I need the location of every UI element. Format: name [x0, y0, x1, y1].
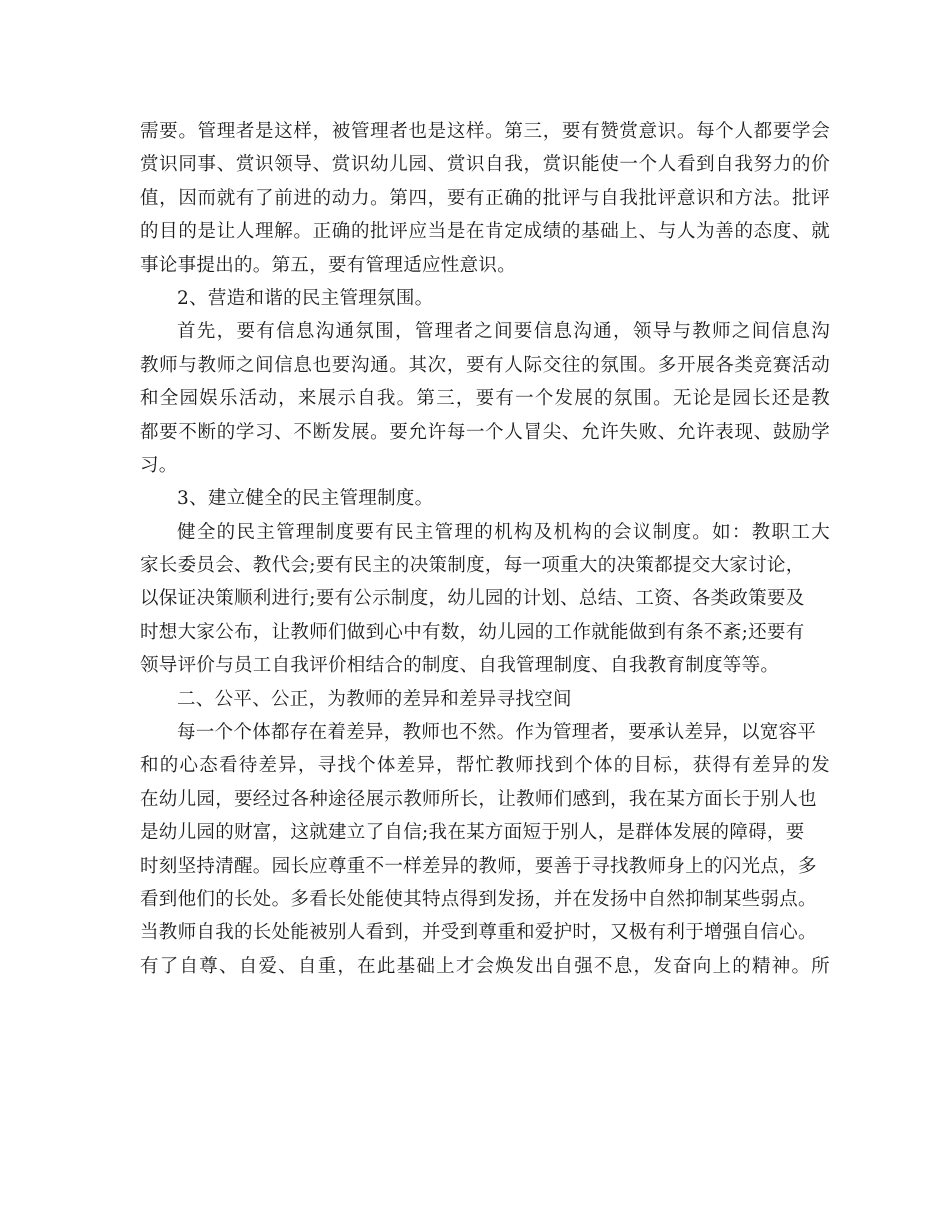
- section-heading: [140, 282, 830, 315]
- text-line: 以保证决策顺利进行;要有公示制度，幼儿园的计划、总结、工资、各类政策要及: [140, 588, 805, 610]
- text-line: 事论事提出的。第五，要有管理适应性意识。: [140, 254, 517, 276]
- text-line: 的目的是让人理解。正确的批评应当是在肯定成绩的基础上、与人为善的态度、就: [140, 221, 830, 243]
- paragraph: [140, 315, 830, 482]
- text-line: 值，因而就有了前进的动力。第四，要有正确的批评与自我批评意识和方法。批评: [140, 187, 830, 209]
- text-line: 家长委员会、教代会;要有民主的决策制度，每一项重大的决策都提交大家讨论，: [140, 555, 805, 577]
- text-line: 在幼儿园，要经过各种途径展示教师所长，让教师们感到，我在某方面长于别人也: [140, 788, 817, 810]
- document-body: [140, 115, 830, 983]
- text-line: 当教师自我的长处能被别人看到，并受到尊重和爱护时，又极有利于增强自信心。: [140, 922, 817, 944]
- text-line: 时想大家公布，让教师们做到心中有数，幼儿园的工作就能做到有条不紊;还要有: [140, 621, 805, 643]
- section-heading: [140, 482, 830, 515]
- text-line: 赏识同事、赏识领导、赏识幼儿园、赏识自我，赏识能使一个人看到自我努力的价: [140, 154, 830, 176]
- text-line: 健全的民主管理制度要有民主管理的机构及机构的会议制度。如：教职工大: [177, 521, 830, 543]
- text-line: 二、公平、公正，为教师的差异和差异寻找空间: [177, 688, 572, 710]
- section-heading: [140, 683, 830, 716]
- text-line: 教师与教师之间信息也要沟通。其次，要有人际交往的氛围。多开展各类竞赛活动: [140, 354, 830, 376]
- paragraph: [140, 115, 830, 282]
- text-line: 需要。管理者是这样，被管理者也是这样。第三，要有赞赏意识。每个人都要学会: [140, 121, 830, 142]
- text-line: 首先，要有信息沟通氛围，管理者之间要信息沟通，领导与教师之间信息沟: [177, 321, 830, 343]
- text-line: 和的心态看待差异，寻找个体差异，帮忙教师找到个体的目标，获得有差异的发: [140, 755, 830, 777]
- text-line: 2、营造和谐的民主管理氛围。: [177, 287, 434, 309]
- text-line: 有了自尊、自爱、自重，在此基础上才会焕发出自强不息，发奋向上的精神。所: [140, 955, 830, 977]
- text-line: 是幼儿园的财富，这就建立了自信;我在某方面短于别人，是群体发展的障碍，要: [140, 822, 805, 844]
- text-line: 和全园娱乐活动，来展示自我。第三，要有一个发展的氛围。无论是园长还是教: [140, 388, 830, 410]
- text-line: 领导评价与员工自我评价相结合的制度、自我管理制度、自我教育制度等等。: [140, 655, 780, 677]
- text-line: 每一个个体都存在着差异，教师也不然。作为管理者，要承认差异，以宽容平: [177, 722, 817, 744]
- text-line: 习。: [140, 454, 178, 476]
- text-line: 看到他们的长处。多看长处能使其特点得到发扬，并在发扬中自然抑制某些弱点。: [140, 888, 817, 910]
- paragraph: [140, 716, 830, 983]
- text-line: 时刻坚持清醒。园长应尊重不一样差异的教师，要善于寻找教师身上的闪光点，多: [140, 855, 817, 877]
- paragraph: [140, 516, 830, 683]
- text-line: 都要不断的学习、不断发展。要允许每一个人冒尖、允许失败、允许表现、鼓励学: [140, 421, 830, 443]
- text-line: 3、建立健全的民主管理制度。: [177, 488, 434, 510]
